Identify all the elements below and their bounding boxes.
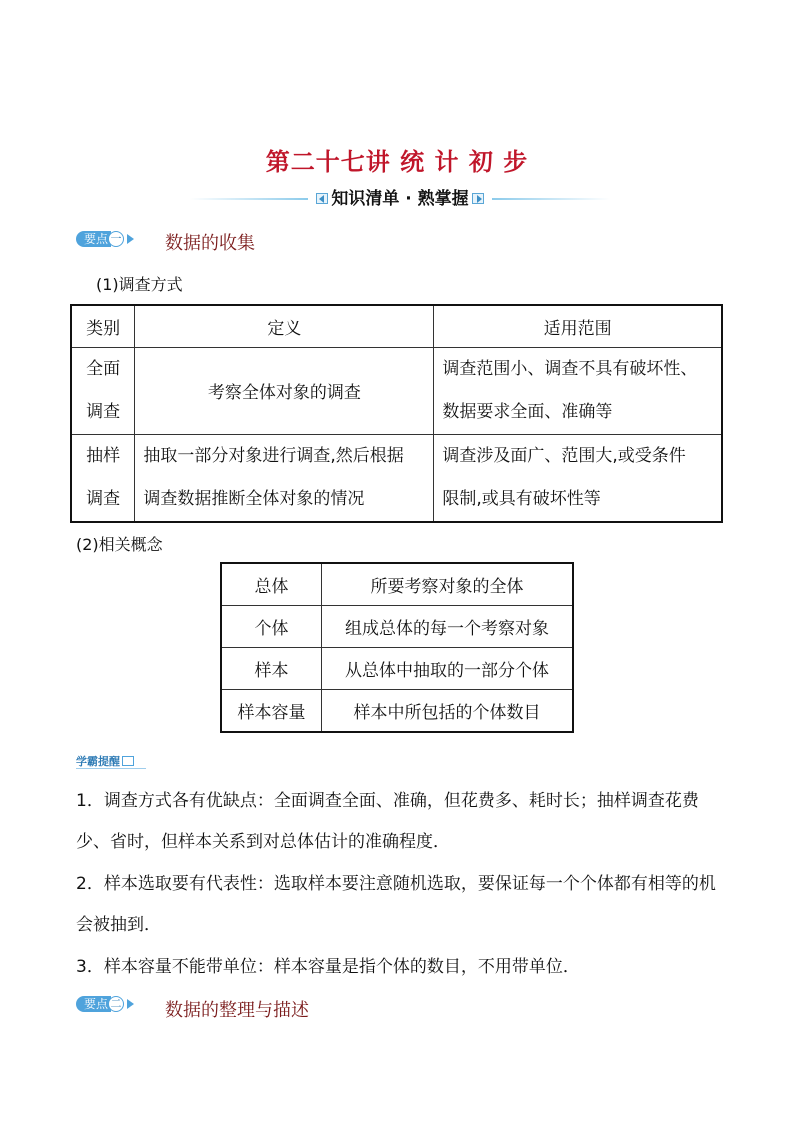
page-title: 第二十七讲 统 计 初 步 [265, 148, 529, 176]
pencil-icon [122, 756, 134, 766]
table-header-row [71, 305, 722, 347]
definition-line-1: 抽取一部分对象进行调查,然后根据 [143, 445, 404, 466]
scope-line-1: 调查涉及面广、范围大,或受条件 [442, 445, 686, 466]
definition-text: 考察全体对象的调查 [207, 383, 361, 403]
scope-cell [434, 434, 722, 522]
type-line-2: 调查 [86, 488, 121, 509]
badge-number: 一 [108, 231, 124, 247]
concept-term: 个体 [221, 606, 321, 648]
table-row [71, 347, 722, 434]
concepts-table [220, 562, 574, 733]
scope-cell [434, 347, 722, 434]
tip-label [76, 754, 134, 768]
type-line-2: 调查 [86, 401, 121, 422]
tip-label-text: 学霸提醒 [76, 755, 120, 768]
type-cell [71, 434, 135, 522]
table-row [221, 690, 573, 733]
definition-cell [135, 434, 434, 522]
concept-term: 样本容量 [221, 690, 321, 733]
concept-desc: 组成总体的每一个考察对象 [321, 606, 573, 648]
badge-label: 要点 [76, 996, 111, 1012]
scope-line-2: 限制,或具有破坏性等 [442, 488, 601, 509]
concept-term: 总体 [221, 563, 321, 606]
section-banner [190, 188, 610, 210]
table-row [71, 434, 722, 522]
tip-item-1: 1．调查方式各有优缺点：全面调查全面、准确，但花费多、耗时长；抽样调查花费少、省时，但样本关系到对总体估计的准确程度． [76, 791, 699, 852]
right-arrow-icon [472, 193, 484, 204]
section-title-1: 数据的收集 [165, 233, 255, 254]
badge-label: 要点 [76, 231, 111, 247]
banner-text: 知识清单 · 熟掌握 [331, 189, 469, 209]
definition-line-2: 调查数据推断全体对象的情况 [143, 488, 365, 509]
definition-cell [135, 347, 434, 434]
table-row [221, 563, 573, 606]
survey-table [70, 304, 723, 523]
concepts-heading: (2)相关概念 [76, 535, 163, 554]
tip-item-2: 2．样本选取要有代表性：选取样本要注意随机选取，要保证每一个个体都有相等的机会被抽到． [76, 874, 716, 935]
scope-line-1: 调查范围小、调查不具有破坏性、 [442, 358, 698, 379]
badge-arrow-icon [127, 999, 134, 1009]
concept-term: 样本 [221, 648, 321, 690]
header-scope: 适用范围 [434, 305, 722, 347]
banner-line-right [492, 198, 610, 200]
header-type: 类别 [71, 305, 135, 347]
header-definition: 定义 [135, 305, 434, 347]
table-row [221, 648, 573, 690]
concept-desc: 所要考察对象的全体 [321, 563, 573, 606]
tip-underline [76, 768, 146, 769]
table-row [221, 606, 573, 648]
type-cell [71, 347, 135, 434]
concept-desc: 从总体中抽取的一部分个体 [321, 648, 573, 690]
scope-line-2: 数据要求全面、准确等 [442, 401, 613, 422]
type-line-1: 全面 [86, 358, 121, 379]
tip-item-3: 3．样本容量不能带单位：样本容量是指个体的数目，不用带单位． [76, 957, 580, 977]
section-badge-2 [76, 995, 134, 1013]
badge-arrow-icon [127, 234, 134, 244]
type-line-1: 抽样 [86, 445, 121, 466]
badge-number: 二 [108, 996, 124, 1012]
section-title-2: 数据的整理与描述 [165, 1000, 309, 1021]
concept-desc: 样本中所包括的个体数目 [321, 690, 573, 733]
section-badge-1 [76, 230, 134, 248]
survey-heading: (1)调查方式 [96, 275, 183, 294]
